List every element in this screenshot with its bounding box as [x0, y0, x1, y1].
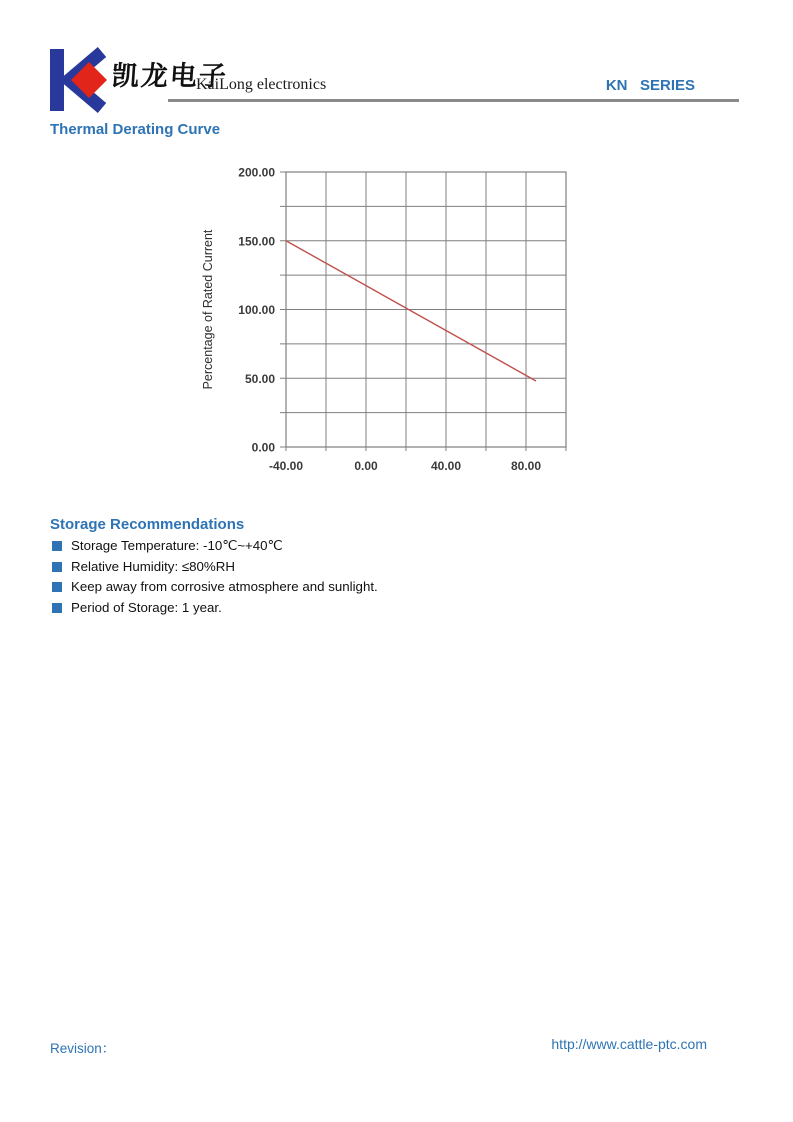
- bullet-square-icon: [52, 603, 62, 613]
- bullet-square-icon: [52, 562, 62, 572]
- y-tick-label: 150.00: [238, 234, 275, 249]
- y-tick-label: 100.00: [238, 303, 275, 317]
- x-tick-label: 0.00: [354, 459, 378, 473]
- revision-label: Revision：: [50, 1041, 116, 1056]
- relative-humidity-text: Relative Humidity: ≤80%RH: [71, 558, 235, 574]
- storage-recommendations-title: Storage Recommendations: [50, 516, 245, 533]
- kailong-logo-icon: [44, 47, 112, 113]
- x-tick-label: -40.00: [268, 459, 304, 473]
- thermal-derating-title: Thermal Derating Curve: [50, 121, 221, 138]
- bullet-square-icon: [52, 582, 62, 592]
- bullet-square-icon: [52, 541, 62, 551]
- y-tick-label: 0.00: [251, 440, 275, 455]
- header-divider: [168, 99, 739, 102]
- website-link[interactable]: http://www.cattle-ptc.com: [551, 1036, 707, 1052]
- brand-chinese-text: 凯龙电子: [110, 61, 229, 92]
- period-of-storage-text: Period of Storage: 1 year.: [71, 599, 222, 615]
- y-tick-label: 50.00: [244, 371, 275, 386]
- series-label: KN SERIES: [605, 77, 695, 94]
- y-axis-title: Percentage of Rated Current: [201, 229, 215, 390]
- storage-temperature-text: Storage Temperature: -10℃~+40℃: [71, 538, 283, 553]
- list-item: [52, 538, 652, 559]
- x-tick-label: 40.00: [430, 459, 462, 473]
- brand-english-text: KaiLong electronics: [196, 76, 327, 93]
- y-tick-label: 200.00: [238, 165, 275, 180]
- list-item: [52, 559, 652, 580]
- x-tick-label: 80.00: [510, 459, 542, 473]
- thermal-derating-chart: [190, 157, 590, 487]
- list-item: [52, 579, 652, 600]
- thermal-derating-chart-area: [190, 157, 590, 487]
- list-item: [52, 600, 652, 621]
- corrosive-atmosphere-text: Keep away from corrosive atmosphere and sunlight.: [71, 579, 378, 594]
- storage-recommendations-list: [52, 538, 652, 620]
